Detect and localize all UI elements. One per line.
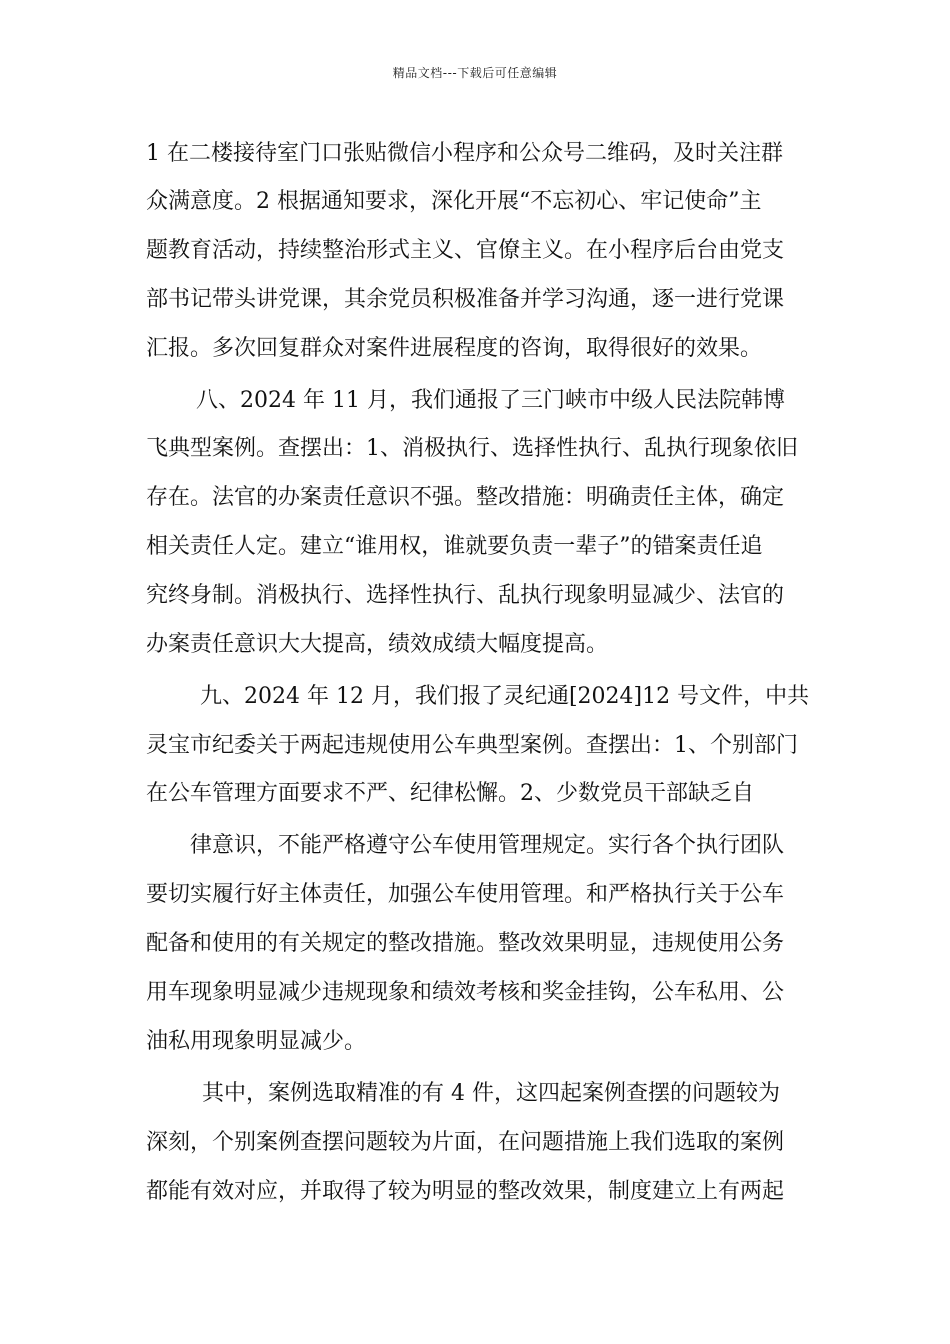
- text-line-content: 1 在二楼接待室门口张贴微信小程序和公众号二维码，及时关注群: [146, 141, 783, 166]
- text-line: [0, 680, 950, 714]
- text-line-content: 汇报。多次回复群众对案件进展程度的咨询，取得很好的效果。: [146, 336, 763, 361]
- text-line-content: 众满意度。2 根据通知要求，深化开展“不忘初心、牢记使命”主: [146, 189, 762, 214]
- text-line-content: 在公车管理方面要求不严、纪律松懈。2、少数党员干部缺乏自: [146, 781, 754, 806]
- text-line: [0, 829, 950, 863]
- text-line-content: 题教育活动，持续整治形式主义、官僚主义。在小程序后台由党支: [146, 238, 785, 263]
- text-line: [0, 481, 950, 515]
- text-line: [0, 530, 950, 564]
- text-line: [0, 878, 950, 912]
- text-line-content: 其中，案例选取精准的有 4 件，这四起案例查摆的问题较为: [202, 1081, 780, 1106]
- text-line-content: 油私用现象明显减少。: [146, 1029, 367, 1054]
- text-line-content: 都能有效对应，并取得了较为明显的整改效果，制度建立上有两起: [146, 1179, 785, 1204]
- text-line: [0, 1126, 950, 1160]
- text-line: [0, 185, 950, 219]
- text-line-content: 八、2024 年 11 月，我们通报了三门峡市中级人民法院韩博: [196, 388, 785, 413]
- text-line-content: 部书记带头讲党课，其余党员积极准备并学习沟通，逐一进行党课: [146, 287, 785, 312]
- text-line: [0, 729, 950, 763]
- text-line-content: 律意识，不能严格遵守公车使用管理规定。实行各个执行团队: [190, 833, 785, 858]
- text-line: [0, 976, 950, 1010]
- text-line: [0, 137, 950, 171]
- text-line-content: 用车现象明显减少违规现象和绩效考核和奖金挂钩，公车私用、公: [146, 980, 785, 1005]
- text-line: [0, 1175, 950, 1209]
- text-line: [0, 777, 950, 811]
- text-line-content: 相关责任人定。建立“谁用权，谁就要负责一辈子”的错案责任追: [146, 534, 763, 559]
- text-line: [0, 283, 950, 317]
- text-line-content: 深刻，个别案例查摆问题较为片面，在问题措施上我们选取的案例: [146, 1130, 785, 1155]
- text-line-content: 飞典型案例。查摆出：1、消极执行、选择性执行、乱执行现象依旧: [146, 436, 798, 461]
- text-line: [0, 332, 950, 366]
- text-line-content: 办案责任意识大大提高，绩效成绩大幅度提高。: [146, 632, 609, 657]
- text-line: [0, 1025, 950, 1059]
- text-line: [0, 628, 950, 662]
- text-line: [0, 579, 950, 613]
- text-line: [0, 927, 950, 961]
- text-line-content: 配备和使用的有关规定的整改措施。整改效果明显，违规使用公务: [146, 931, 785, 956]
- text-line-content: 究终身制。消极执行、选择性执行、乱执行现象明显减少、法官的: [146, 583, 785, 608]
- text-line-content: 九、2024 年 12 月，我们报了灵纪通[2024]12 号文件，中共: [200, 684, 810, 709]
- text-line-content: 灵宝市纪委关于两起违规使用公车典型案例。查摆出：1、个别部门: [146, 733, 798, 758]
- text-line: [0, 432, 950, 466]
- text-line: [0, 1077, 950, 1111]
- text-line: [0, 384, 950, 418]
- text-line-content: 要切实履行好主体责任，加强公车使用管理。和严格执行关于公车: [146, 882, 785, 907]
- text-line-content: 存在。法官的办案责任意识不强。整改措施：明确责任主体，确定: [146, 485, 785, 510]
- text-line: [0, 234, 950, 268]
- page-header: 精品文档---下载后可任意编辑: [392, 66, 558, 80]
